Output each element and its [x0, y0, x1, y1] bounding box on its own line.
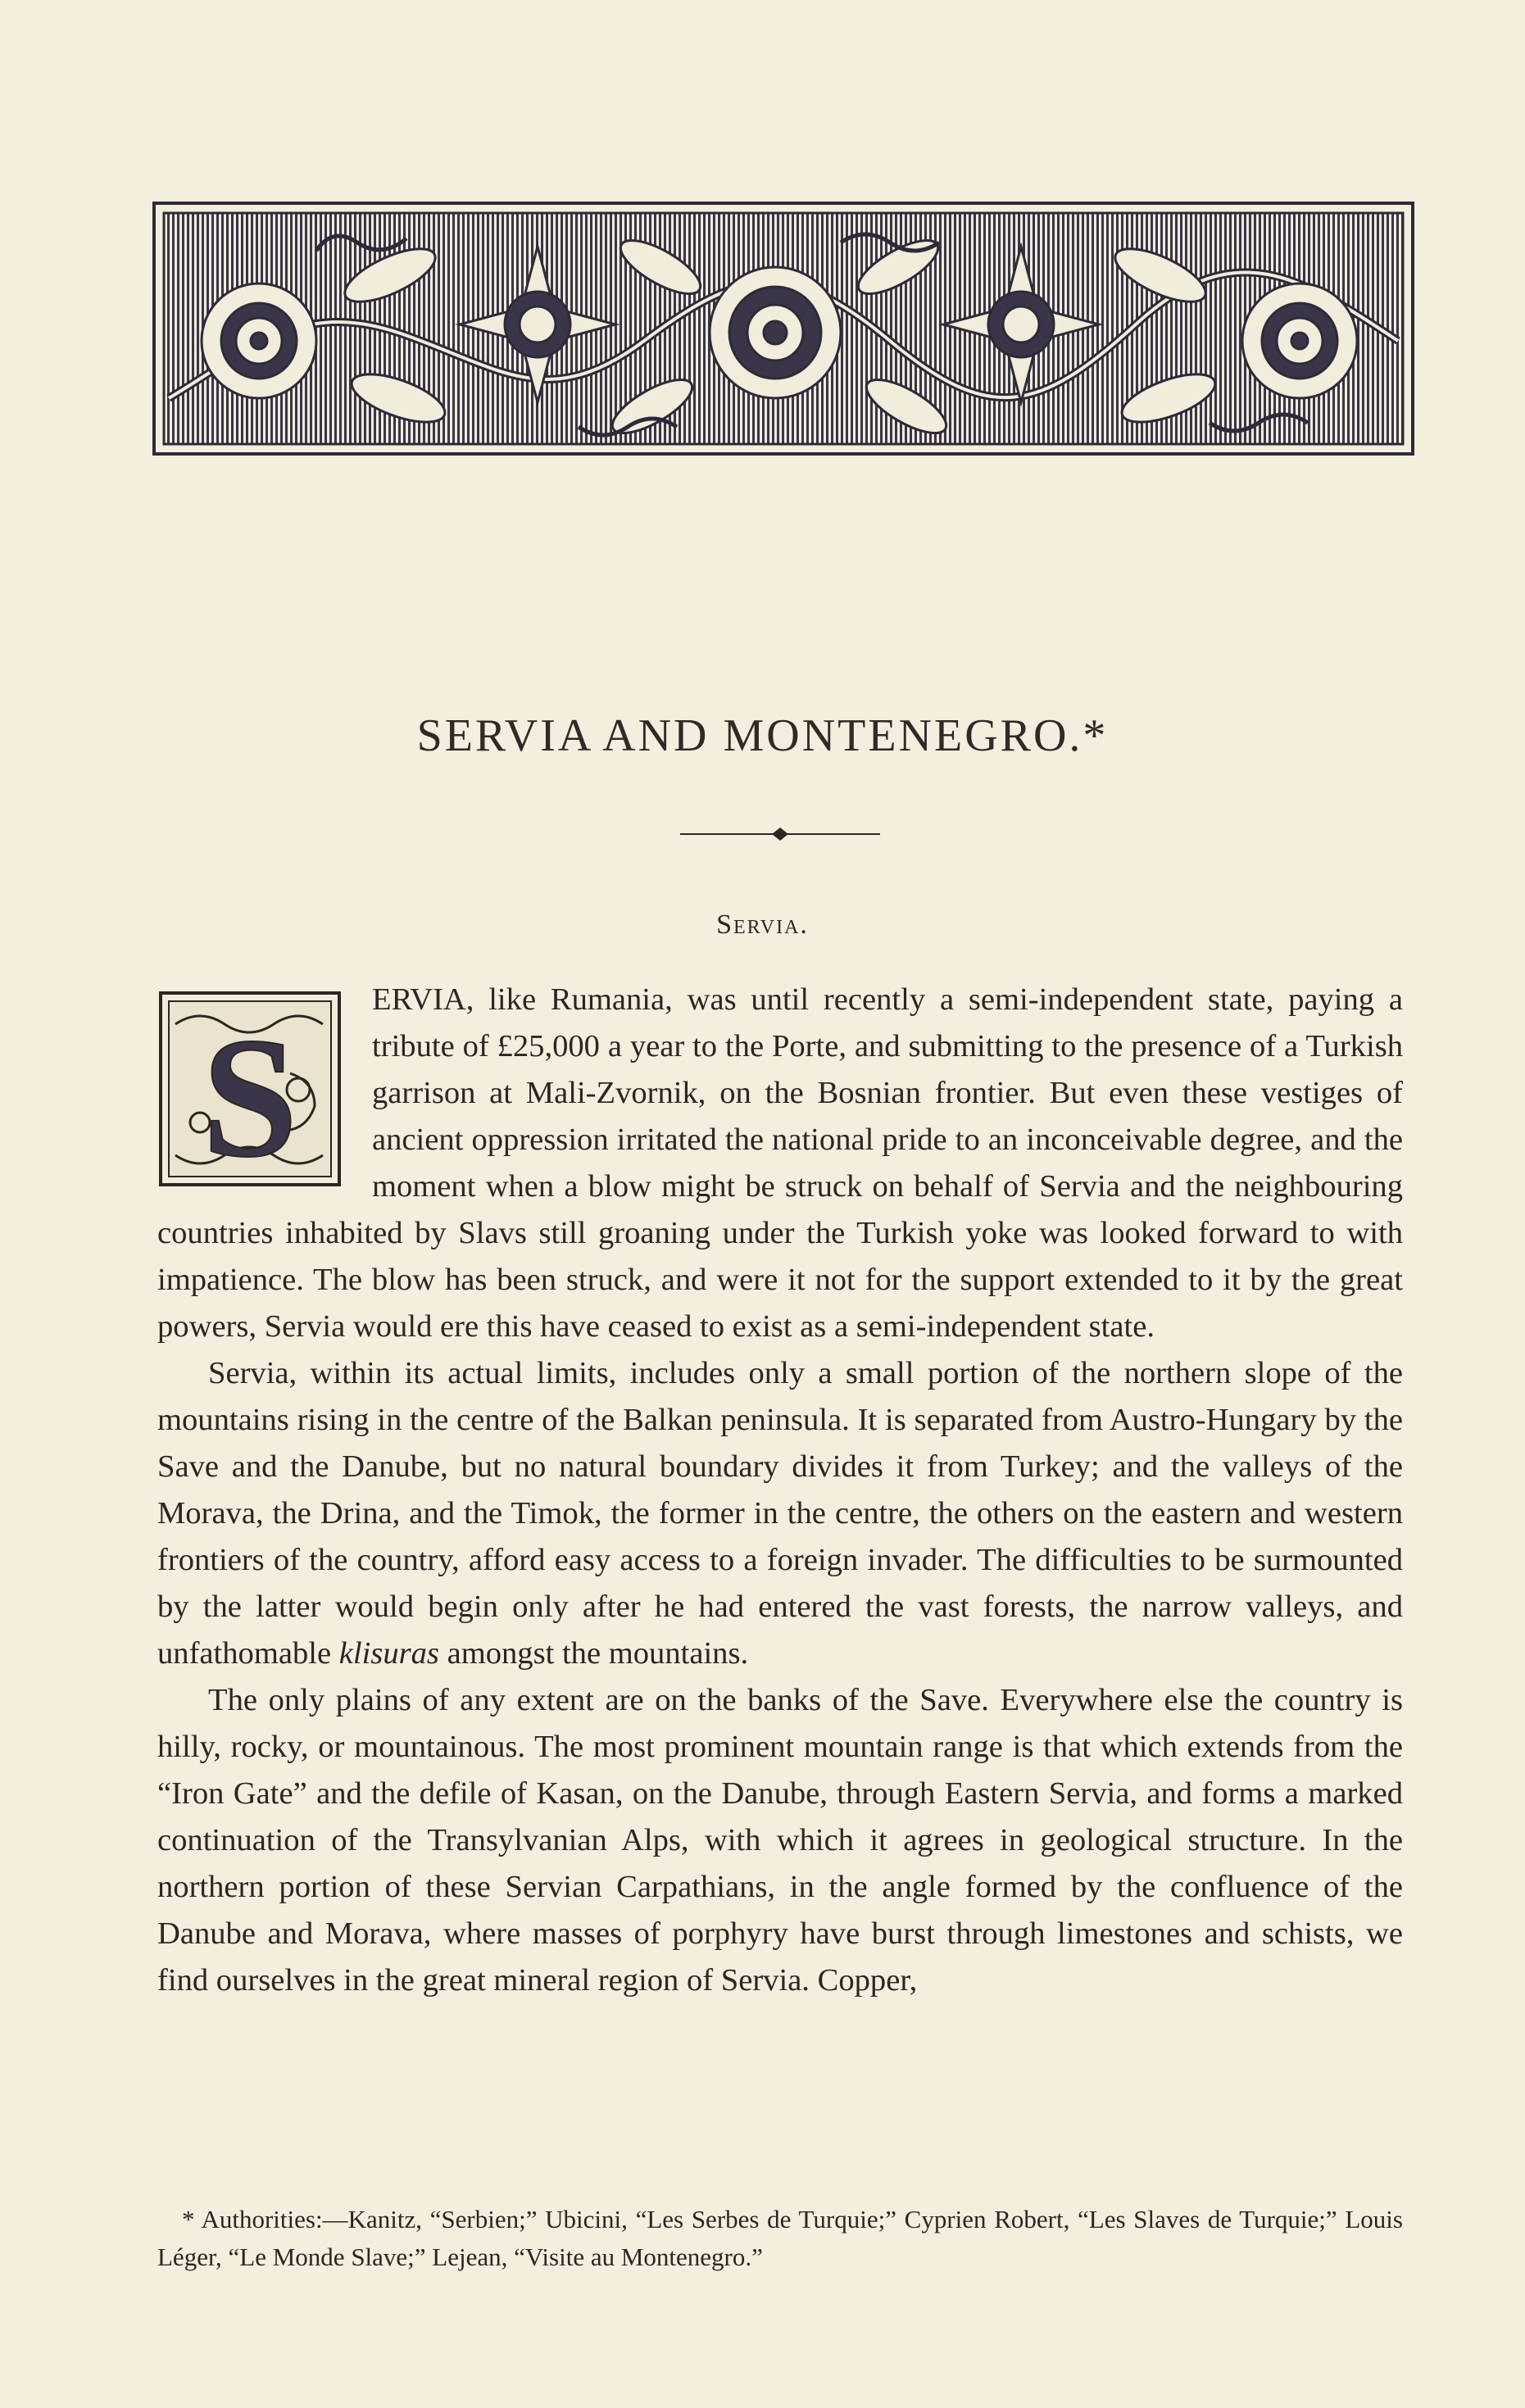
body-text: [157, 977, 1403, 2004]
footnote: [157, 2201, 1403, 2276]
paragraph-3-text: The only plains of any extent are on the banks of the Save. Everywhere else the country is hilly, rocky, or mountainous. The most prominent mountain range is that which extends from the “Iron Gate” and the defile of Kasan, on the Danube, through Eastern Servia, and forms a marked continuation of the Transylvanian Alps, with which it agrees in geological structure. In the northern portion of these Servian Carpathians, in the angle formed by the confluence of the Danube and Morava, where masses of porphyry have burst through limestones and schists, we find ourselves in the great mineral region of Servia. Copper,: [157, 1683, 1403, 1998]
title-divider-ornament-icon: [680, 824, 880, 844]
ornamental-headpiece: [152, 202, 1414, 456]
paragraph-2: [157, 1350, 1403, 1677]
footnote-text: * Authorities:—Kanitz, “Serbien;” Ubicini, “Les Serbes de Turquie;” Cyprien Robert, “Les Slaves de Turquie;” Louis Léger, “Le Monde Slave;” Lejean, “Visite au Montenegro.”: [157, 2205, 1403, 2271]
dropcap-space: [157, 977, 372, 1210]
italic-term-klisuras: klisuras: [338, 1636, 439, 1671]
paragraph-2-text-a: Servia, within its actual limits, includes only a small portion of the northern slope of the mountains rising in the centre of the Balkan peninsula. It is separated from Austro-Hungary by the Save and the Danube, but no natural boundary divides it from Turkey; and the valleys of the Morava, the Drina, and the Timok, the former in the centre, the others on the eastern and western frontiers of the country, afford easy access to a foreign invader. The difficulties to be surmounted by the latter would begin only after he had entered the vast forests, the narrow valleys, and unfathomable: [157, 1356, 1403, 1671]
section-heading: Servia.: [716, 909, 809, 940]
paragraph-3: [157, 1677, 1403, 2004]
paragraph-2-text-b: amongst the mountains.: [438, 1636, 749, 1671]
paragraph-1: [157, 977, 1403, 1350]
floral-vine-ornament-icon: [152, 202, 1414, 456]
page-title: SERVIA AND MONTENEGRO.*: [416, 710, 1109, 761]
paragraph-1-text: ERVIA, like Rumania, was until recently a semi-independent state, paying a tribute of £25,000 a year to the Porte, and submitting to the presence of a Turkish garrison at Mali-Zvornik, on the Bosnian frontier. But even these vestiges of ancient oppression irritated the national pride to an inconceivable degree, and the moment when a blow might be struck on behalf of Servia and the neighbouring countries inhabited by Slavs still groaning under the Turkish yoke was looked forward to with impatience. The blow has been struck, and were it not for the support extended to it by the great powers, Servia would ere this have ceased to exist as a semi-independent state.: [157, 982, 1403, 1344]
svg-text:S: S: [202, 1003, 298, 1186]
